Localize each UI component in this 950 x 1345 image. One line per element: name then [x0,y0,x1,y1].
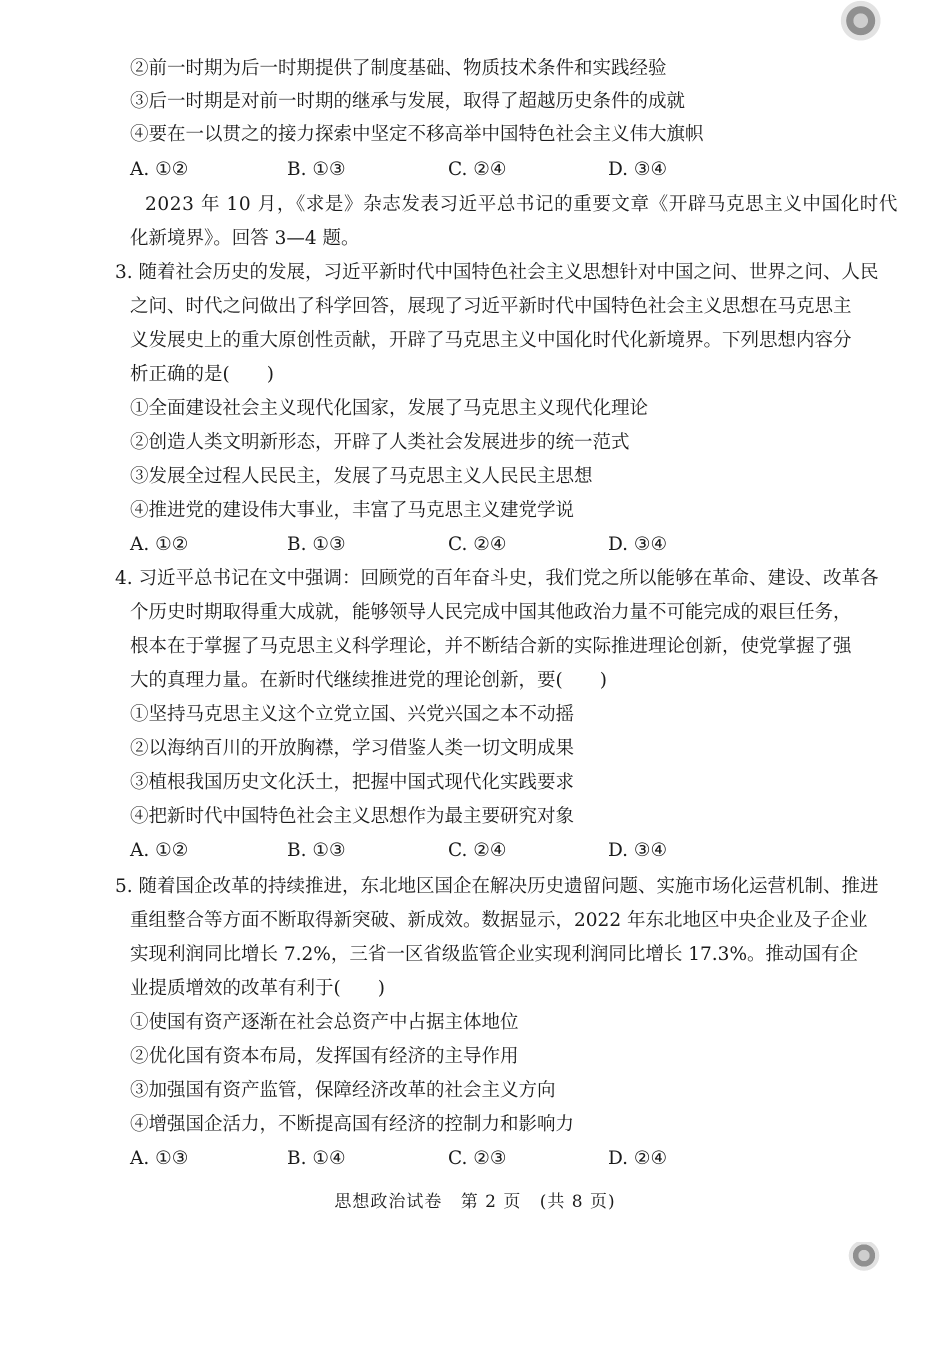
option-d: D. ②④ [608,1148,668,1169]
prev-item-4: ④要在一以贯之的接力探索中坚定不移高举中国特色社会主义伟大旗帜 [130,124,704,145]
q4-item-2: ②以海纳百川的开放胸襟，学习借鉴人类一切文明成果 [130,738,575,759]
intro-line-2: 化新境界》。回答 3—4 题。 [130,228,360,249]
q5-stem-line-3: 实现利润同比增长 7.2%，三省一区省级监管企业实现利润同比增长 17.3%。推动国有企 [130,944,859,965]
option-b: B. ①③ [287,840,346,861]
footer-subject: 思想政治试卷 [334,1192,443,1212]
q3-stem-line-1: 3. 随着社会历史的发展，习近平新时代中国特色社会主义思想针对中国之问、世界之问、人民 [115,262,879,283]
q3-item-2: ②创造人类文明新形态，开辟了人类社会发展进步的统一范式 [130,432,630,453]
option-b: B. ①③ [287,534,346,555]
q3-stem-line-4: 析正确的是( ) [130,364,274,385]
option-a: A. ①② [130,534,189,555]
prev-item-2: ②前一时期为后一时期提供了制度基础、物质技术条件和实践经验 [130,58,667,79]
page-footer [0,1190,950,1214]
option-a: A. ①③ [130,1148,189,1169]
q3-stem-line-3: 义发展史上的重大原创性贡献，开辟了马克思主义中国化时代化新境界。下列思想内容分 [130,330,852,351]
q3-item-3: ③发展全过程人民民主，发展了马克思主义人民民主思想 [130,466,593,487]
option-b: B. ①③ [287,159,346,180]
q4-options [130,838,830,864]
option-d: D. ③④ [608,840,668,861]
q5-item-1: ①使国有资产逐渐在社会总资产中占据主体地位 [130,1012,519,1033]
q3-options [130,532,830,558]
q3-item-4: ④推进党的建设伟大事业，丰富了马克思主义建党学说 [130,500,575,521]
option-b: B. ①④ [287,1148,346,1169]
prev-options [130,157,830,183]
option-c: C. ②④ [448,534,507,555]
q5-stem-line-4: 业提质增效的改革有利于( ) [130,978,385,999]
option-c: C. ②④ [448,840,507,861]
q5-stem-line-1: 5. 随着国企改革的持续推进，东北地区国企在解决历史遗留问题、实施市场化运营机制、推进 [115,876,879,897]
q5-options [130,1146,830,1172]
q4-item-4: ④把新时代中国特色社会主义思想作为最主要研究对象 [130,806,575,827]
scan-mark-top-right [840,0,886,46]
footer-total-pages: (共 8 页) [539,1192,616,1212]
option-d: D. ③④ [608,159,668,180]
option-a: A. ①② [130,159,189,180]
footer-page-number: 第 2 页 [460,1192,522,1212]
option-a: A. ①② [130,840,189,861]
q5-item-2: ②优化国有资本布局，发挥国有经济的主导作用 [130,1046,519,1067]
option-c: C. ②④ [448,159,507,180]
q3-stem-line-2: 之问、时代之问做出了科学回答，展现了习近平新时代中国特色社会主义思想在马克思主 [130,296,852,317]
q3-item-1: ①全面建设社会主义现代化国家，发展了马克思主义现代化理论 [130,398,649,419]
q5-item-3: ③加强国有资产监管，保障经济改革的社会主义方向 [130,1080,556,1101]
q4-item-3: ③植根我国历史文化沃土，把握中国式现代化实践要求 [130,772,575,793]
q4-item-1: ①坚持马克思主义这个立党立国、兴党兴国之本不动摇 [130,704,575,725]
q4-stem-line-3: 根本在于掌握了马克思主义科学理论，并不断结合新的实际推进理论创新，使党掌握了强 [130,636,852,657]
option-c: C. ②③ [448,1148,507,1169]
prev-item-3: ③后一时期是对前一时期的继承与发展，取得了超越历史条件的成就 [130,91,686,112]
q4-stem-line-2: 个历史时期取得重大成就，能够领导人民完成中国其他政治力量不可能完成的艰巨任务， [130,602,852,623]
q4-stem-line-4: 大的真理力量。在新时代继续推进党的理论创新，要( ) [130,670,607,691]
q4-stem-line-1: 4. 习近平总书记在文中强调：回顾党的百年奋斗史，我们党之所以能够在革命、建设、改革各 [115,568,879,589]
scan-mark-bottom-right [846,1242,886,1272]
q5-item-4: ④增强国企活力，不断提高国有经济的控制力和影响力 [130,1114,575,1135]
intro-line-1: 2023 年 10 月，《求是》杂志发表习近平总书记的重要文章《开辟马克思主义中国化时代 [145,194,898,215]
q5-stem-line-2: 重组整合等方面不断取得新突破、新成效。数据显示，2022 年东北地区中央企业及子企业 [130,910,868,931]
option-d: D. ③④ [608,534,668,555]
